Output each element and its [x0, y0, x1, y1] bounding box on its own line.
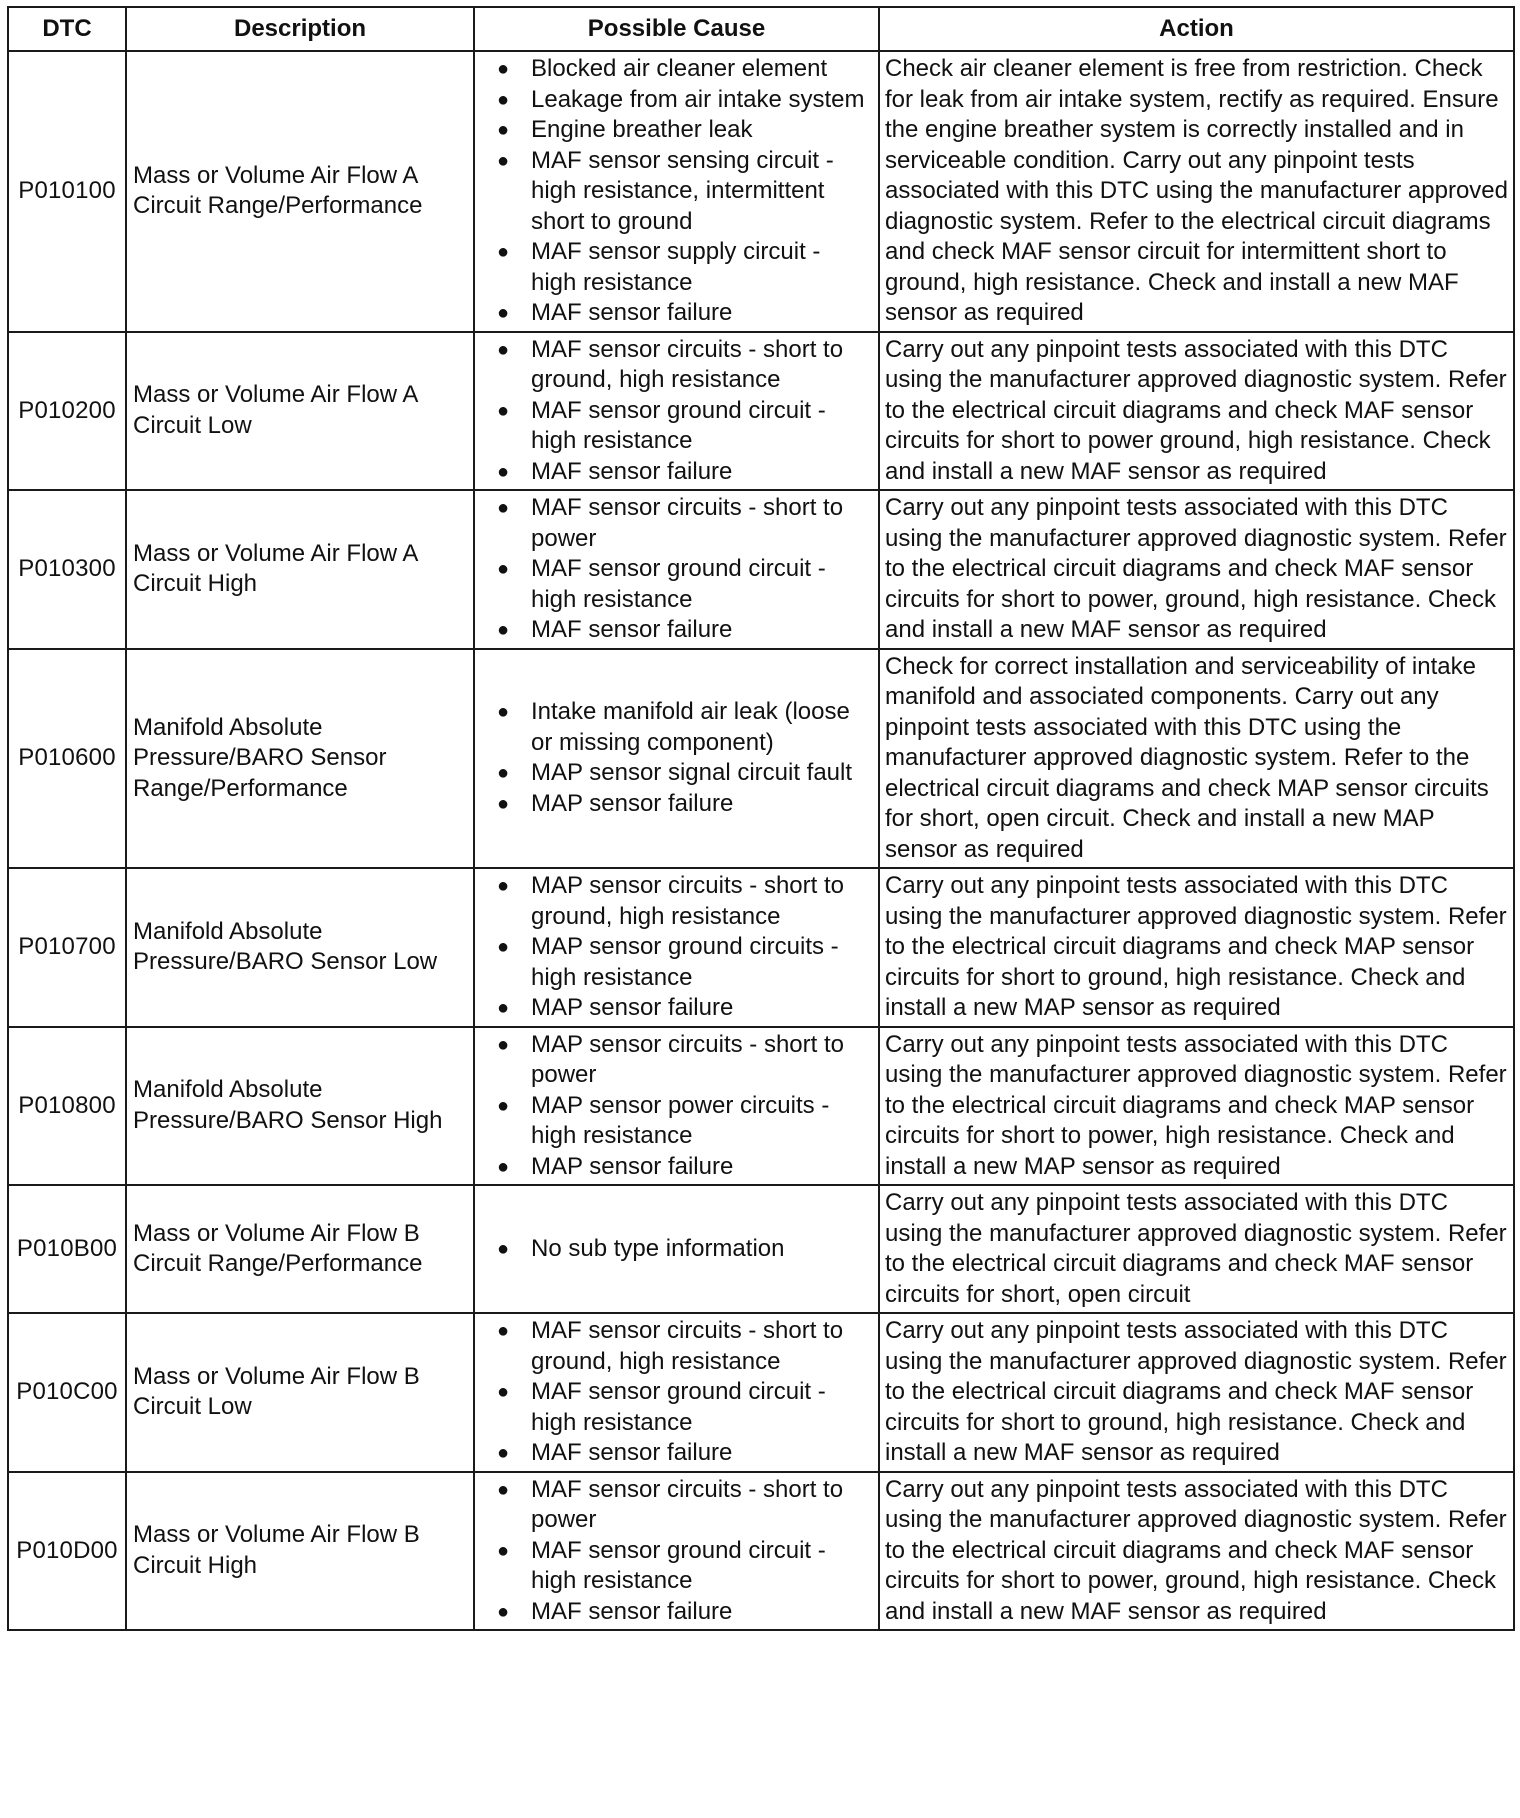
cause-item — [495, 115, 872, 146]
cause-text: MAF sensor failure — [531, 616, 733, 643]
possible-cause-cell — [474, 51, 879, 332]
cause-item — [495, 932, 872, 993]
dtc-description: Manifold Absolute Pressure/BARO Sensor Range/Performance — [126, 649, 474, 869]
cause-item — [495, 554, 872, 615]
header-description: Description — [126, 7, 474, 51]
cause-text: MAF sensor ground circuit - high resistance — [531, 396, 826, 454]
bullet-icon: ● — [497, 119, 510, 141]
cause-text: MAF sensor circuits - short to power — [531, 1475, 844, 1533]
action-text: Carry out any pinpoint tests associated with this DTC using the manufacturer approved diagnostic system. Refer to the electrical circuit diagrams and check MAP sensor circuits for short to power, high resistance. Check and install a new MAP sensor as required — [879, 1027, 1514, 1186]
bullet-icon: ● — [497, 1381, 510, 1403]
header-dtc: DTC — [8, 7, 126, 51]
dtc-description: Mass or Volume Air Flow A Circuit Range/Performance — [126, 51, 474, 332]
bullet-icon: ● — [497, 701, 510, 724]
cause-text: MAF sensor failure — [531, 299, 733, 326]
cause-item — [495, 758, 872, 789]
dtc-description: Manifold Absolute Pressure/BARO Sensor Low — [126, 868, 474, 1027]
dtc-code: P010700 — [8, 868, 126, 1027]
action-text: Carry out any pinpoint tests associated with this DTC using the manufacturer approved diagnostic system. Refer to the electrical circuit diagrams and check MAF sensor circuits for short to power ground, high resistance. Check and install a new MAF sensor as required — [879, 332, 1514, 491]
cause-item — [495, 457, 872, 488]
bullet-icon: ● — [497, 997, 510, 1019]
possible-cause-list — [495, 1030, 872, 1183]
cause-text: MAF sensor sensing circuit - high resistance, intermittent short to ground — [531, 146, 834, 235]
possible-cause-list — [495, 335, 872, 488]
table-row-p010200 — [8, 332, 1514, 491]
cause-item — [495, 1234, 872, 1265]
possible-cause-cell — [474, 868, 879, 1027]
bullet-icon: ● — [497, 1539, 510, 1562]
table-row-p010100 — [8, 51, 1514, 332]
possible-cause-cell — [474, 332, 879, 491]
cause-item — [495, 1536, 872, 1597]
cause-text: MAF sensor ground circuit - high resistance — [531, 1536, 826, 1594]
possible-cause-list — [495, 1475, 872, 1628]
possible-cause-cell — [474, 1185, 879, 1313]
cause-item — [495, 335, 872, 396]
cause-item — [495, 1152, 872, 1183]
cause-text: MAP sensor failure — [531, 789, 734, 817]
cause-item — [495, 1030, 872, 1091]
possible-cause-list — [495, 54, 872, 329]
possible-cause-cell — [474, 649, 879, 869]
table-row-p010600 — [8, 649, 1514, 869]
cause-item — [495, 1475, 872, 1536]
possible-cause-cell — [474, 490, 879, 649]
possible-cause-list — [495, 1234, 872, 1265]
cause-text: MAP sensor signal circuit fault — [531, 759, 853, 787]
header-action: Action — [879, 7, 1514, 51]
table-row-p010d00 — [8, 1472, 1514, 1631]
cause-text: MAF sensor failure — [531, 457, 733, 485]
cause-item — [495, 396, 872, 457]
cause-item — [495, 298, 872, 329]
cause-text: MAF sensor circuits - short to power — [531, 494, 844, 552]
bullet-icon: ● — [497, 88, 510, 111]
cause-item — [495, 1438, 872, 1469]
cause-item — [495, 1316, 872, 1377]
table-row-p010800 — [8, 1027, 1514, 1186]
dtc-description: Mass or Volume Air Flow B Circuit Range/Performance — [126, 1185, 474, 1313]
bullet-icon: ● — [497, 1237, 510, 1260]
possible-cause-list — [495, 697, 872, 819]
bullet-icon: ● — [497, 58, 510, 80]
dtc-code: P010300 — [8, 490, 126, 649]
cause-text: MAP sensor failure — [531, 1152, 734, 1180]
cause-text: MAF sensor supply circuit - high resistance — [531, 238, 821, 296]
cause-item — [495, 615, 872, 646]
cause-text: MAF sensor failure — [531, 1597, 733, 1625]
action-text: Carry out any pinpoint tests associated with this DTC using the manufacturer approved diagnostic system. Refer to the electrical circuit diagrams and check MAF sensor circuits for short, open circuit — [879, 1185, 1514, 1313]
cause-item — [495, 697, 872, 758]
bullet-icon: ● — [497, 875, 510, 897]
dtc-description: Manifold Absolute Pressure/BARO Sensor High — [126, 1027, 474, 1186]
cause-text: MAF sensor circuits - short to ground, high resistance — [531, 335, 844, 393]
bullet-icon: ● — [497, 1033, 510, 1056]
bullet-icon: ● — [497, 1442, 510, 1464]
cause-item — [495, 85, 872, 116]
possible-cause-list — [495, 1316, 872, 1469]
dtc-code: P010D00 — [8, 1472, 126, 1631]
bullet-icon: ● — [497, 460, 510, 483]
bullet-icon: ● — [497, 762, 510, 785]
bullet-icon: ● — [497, 1478, 510, 1501]
dtc-table — [7, 6, 1515, 1631]
cause-text: Engine breather leak — [531, 116, 753, 143]
cause-item — [495, 1597, 872, 1628]
bullet-icon: ● — [497, 792, 510, 815]
possible-cause-list — [495, 871, 872, 1024]
table-row-p010c00 — [8, 1313, 1514, 1472]
cause-text: MAF sensor circuits - short to ground, high resistance — [531, 1317, 844, 1375]
action-text: Check for correct installation and serviceability of intake manifold and associated components. Carry out any pinpoint tests associated with this DTC using the manufacturer approved diagnostic system. Refer to the electrical circuit diagrams and check MAP sensor circuits for short, open circuit. Check and install a new MAP sensor as required — [879, 649, 1514, 869]
table-row-p010700 — [8, 868, 1514, 1027]
bullet-icon: ● — [497, 558, 510, 580]
dtc-description: Mass or Volume Air Flow B Circuit Low — [126, 1313, 474, 1472]
dtc-description: Mass or Volume Air Flow B Circuit High — [126, 1472, 474, 1631]
bullet-icon: ● — [497, 241, 510, 263]
cause-text: Blocked air cleaner element — [531, 55, 828, 82]
dtc-description: Mass or Volume Air Flow A Circuit High — [126, 490, 474, 649]
cause-text: MAP sensor circuits - short to power — [531, 1030, 844, 1088]
bullet-icon: ● — [497, 399, 510, 422]
possible-cause-cell — [474, 1313, 879, 1472]
bullet-icon: ● — [497, 619, 510, 641]
action-text: Carry out any pinpoint tests associated with this DTC using the manufacturer approved diagnostic system. Refer to the electrical circuit diagrams and check MAF sensor circuits for short to power, ground, high resistance. Check and install a new MAF sensor as required — [879, 490, 1514, 649]
cause-text: MAF sensor ground circuit - high resistance — [531, 555, 826, 613]
cause-text: MAF sensor failure — [531, 1439, 733, 1466]
cause-text: MAP sensor ground circuits - high resistance — [531, 933, 839, 991]
bullet-icon: ● — [497, 497, 510, 519]
bullet-icon: ● — [497, 149, 510, 172]
dtc-code: P010800 — [8, 1027, 126, 1186]
cause-item — [495, 54, 872, 85]
dtc-code: P010600 — [8, 649, 126, 869]
header-row — [8, 7, 1514, 51]
table-row-p010300 — [8, 490, 1514, 649]
bullet-icon: ● — [497, 1320, 510, 1342]
action-text: Check air cleaner element is free from restriction. Check for leak from air intake system, rectify as required. Ensure the engine breather system is correctly installed and in serviceable condition. Carry out any pinpoint tests associated with this DTC using the manufacturer approved diagnostic system. Refer to the electrical circuit diagrams and check MAF sensor circuit for intermittent short to ground, high resistance. Check and install a new MAF sensor as required — [879, 51, 1514, 332]
cause-item — [495, 871, 872, 932]
cause-item — [495, 993, 872, 1024]
cause-item — [495, 237, 872, 298]
action-text: Carry out any pinpoint tests associated with this DTC using the manufacturer approved diagnostic system. Refer to the electrical circuit diagrams and check MAF sensor circuits for short to ground, high resistance. Check and install a new MAF sensor as required — [879, 1313, 1514, 1472]
possible-cause-cell — [474, 1027, 879, 1186]
dtc-code: P010100 — [8, 51, 126, 332]
cause-item — [495, 1377, 872, 1438]
dtc-code: P010C00 — [8, 1313, 126, 1472]
action-text: Carry out any pinpoint tests associated with this DTC using the manufacturer approved diagnostic system. Refer to the electrical circuit diagrams and check MAF sensor circuits for short to power, ground, high resistance. Check and install a new MAF sensor as required — [879, 1472, 1514, 1631]
bullet-icon: ● — [497, 1600, 510, 1623]
table-row-p010b00 — [8, 1185, 1514, 1313]
cause-text: MAP sensor circuits - short to ground, high resistance — [531, 872, 844, 930]
cause-text: MAP sensor power circuits - high resistance — [531, 1091, 830, 1149]
cause-item — [495, 493, 872, 554]
cause-text: Intake manifold air leak (loose or missing component) — [531, 698, 850, 756]
bullet-icon: ● — [497, 1094, 510, 1117]
bullet-icon: ● — [497, 338, 510, 361]
cause-text: No sub type information — [531, 1234, 785, 1262]
dtc-code: P010B00 — [8, 1185, 126, 1313]
bullet-icon: ● — [497, 936, 510, 958]
cause-text: Leakage from air intake system — [531, 85, 865, 113]
cause-item — [495, 789, 872, 820]
cause-item — [495, 1091, 872, 1152]
table-body — [8, 51, 1514, 1630]
possible-cause-cell — [474, 1472, 879, 1631]
cause-text: MAP sensor failure — [531, 994, 734, 1021]
bullet-icon: ● — [497, 302, 510, 324]
action-text: Carry out any pinpoint tests associated with this DTC using the manufacturer approved diagnostic system. Refer to the electrical circuit diagrams and check MAP sensor circuits for short to ground, high resistance. Check and install a new MAP sensor as required — [879, 868, 1514, 1027]
cause-text: MAF sensor ground circuit - high resistance — [531, 1378, 826, 1436]
bullet-icon: ● — [497, 1155, 510, 1178]
dtc-code: P010200 — [8, 332, 126, 491]
dtc-description: Mass or Volume Air Flow A Circuit Low — [126, 332, 474, 491]
header-possible-cause: Possible Cause — [474, 7, 879, 51]
cause-item — [495, 146, 872, 238]
possible-cause-list — [495, 493, 872, 646]
